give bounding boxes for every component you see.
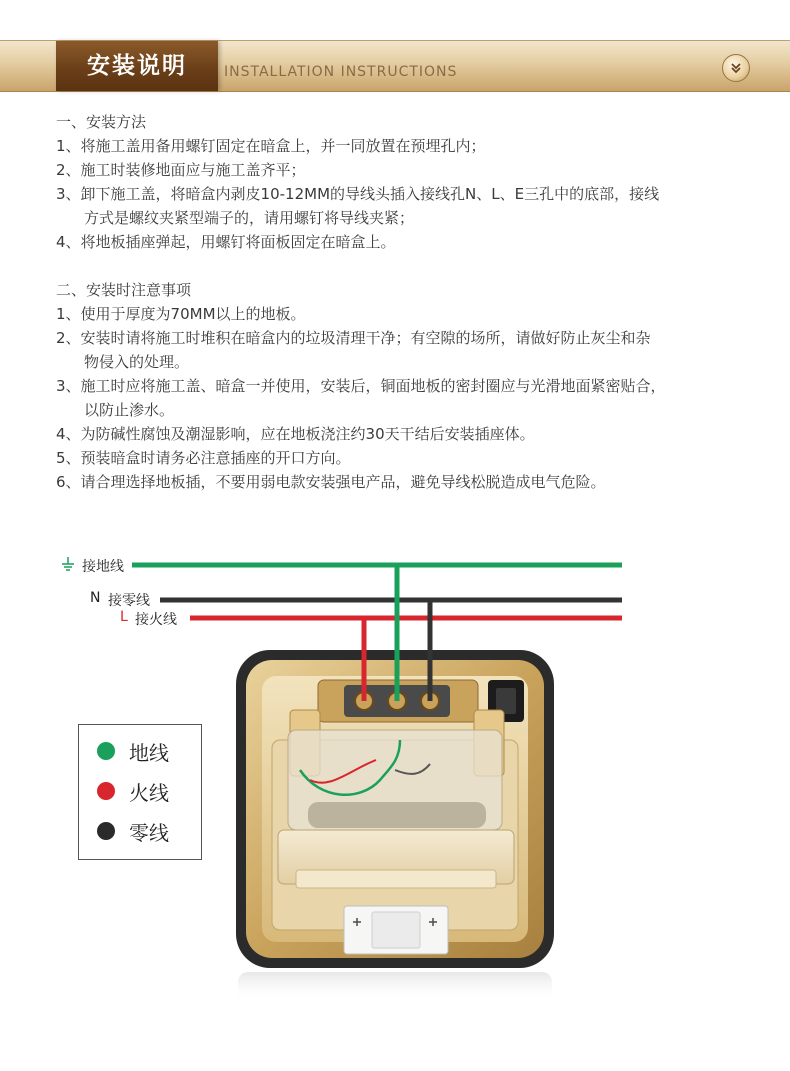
page-subtitle: INSTALLATION INSTRUCTIONS bbox=[224, 64, 458, 80]
legend-item-live bbox=[97, 777, 169, 805]
list-item: 5、预装暗盒时请务必注意插座的开口方向。 bbox=[56, 449, 351, 467]
wiring-diagram bbox=[0, 540, 790, 1010]
legend-item-neutral bbox=[97, 817, 169, 845]
legend-label: 火线 bbox=[129, 780, 169, 805]
live-wire-label: 接火线 bbox=[135, 612, 177, 628]
list-item-continuation: 物侵入的处理。 bbox=[84, 353, 190, 371]
wire-color-legend bbox=[78, 724, 202, 860]
section-heading: 一、安装方法 bbox=[56, 113, 147, 131]
list-item: 2、安装时请将施工时堆积在暗盒内的垃圾清理干净；有空隙的场所，请做好防止灰尘和杂 bbox=[56, 329, 651, 347]
neutral-wire-label: 接零线 bbox=[108, 593, 150, 609]
list-item: 3、卸下施工盖，将暗盒内剥皮10-12MM的导线头插入接线孔N、L、E三孔中的底部，接线 bbox=[56, 185, 660, 203]
section-heading: 二、安装时注意事项 bbox=[56, 281, 192, 299]
red-dot-icon bbox=[97, 782, 115, 800]
ground-wire-label: 接地线 bbox=[82, 559, 124, 575]
header-title-tab bbox=[56, 41, 218, 91]
green-dot-icon bbox=[97, 742, 115, 760]
section-header-banner bbox=[0, 40, 790, 92]
list-item: 6、请合理选择地板插，不要用弱电款安装强电产品，避免导线松脱造成电气危险。 bbox=[56, 473, 606, 491]
list-item: 3、施工时应将施工盖、暗盒一并使用，安装后，铜面地板的密封圈应与光滑地面紧密贴合， bbox=[56, 377, 666, 395]
floor-socket-illustration bbox=[236, 650, 554, 1002]
legend-item-ground bbox=[97, 737, 169, 765]
ground-symbol-icon bbox=[62, 557, 74, 570]
installation-notes-section bbox=[56, 278, 766, 494]
list-item: 1、将施工盖用备用螺钉固定在暗盒上，并一同放置在预埋孔内； bbox=[56, 137, 486, 155]
list-item: 4、为防碱性腐蚀及潮湿影响，应在地板浇注约30天干结后安装插座体。 bbox=[56, 425, 535, 443]
neutral-prefix: N bbox=[90, 590, 101, 606]
double-chevron-down-icon[interactable] bbox=[722, 54, 750, 82]
black-dot-icon bbox=[97, 822, 115, 840]
page-title: 安装说明 bbox=[87, 53, 187, 79]
list-item: 1、使用于厚度为70MM以上的地板。 bbox=[56, 305, 306, 323]
installation-method-section bbox=[56, 110, 766, 254]
list-item: 4、将地板插座弹起，用螺钉将面板固定在暗盒上。 bbox=[56, 233, 396, 251]
list-item: 2、施工时装修地面应与施工盖齐平； bbox=[56, 161, 306, 179]
list-item-continuation: 以防止渗水。 bbox=[84, 401, 175, 419]
list-item-continuation: 方式是螺纹夹紧型端子的，请用螺钉将导线夹紧； bbox=[84, 209, 415, 227]
live-prefix: L bbox=[120, 609, 128, 625]
legend-label: 地线 bbox=[129, 740, 169, 765]
legend-label: 零线 bbox=[129, 820, 169, 845]
